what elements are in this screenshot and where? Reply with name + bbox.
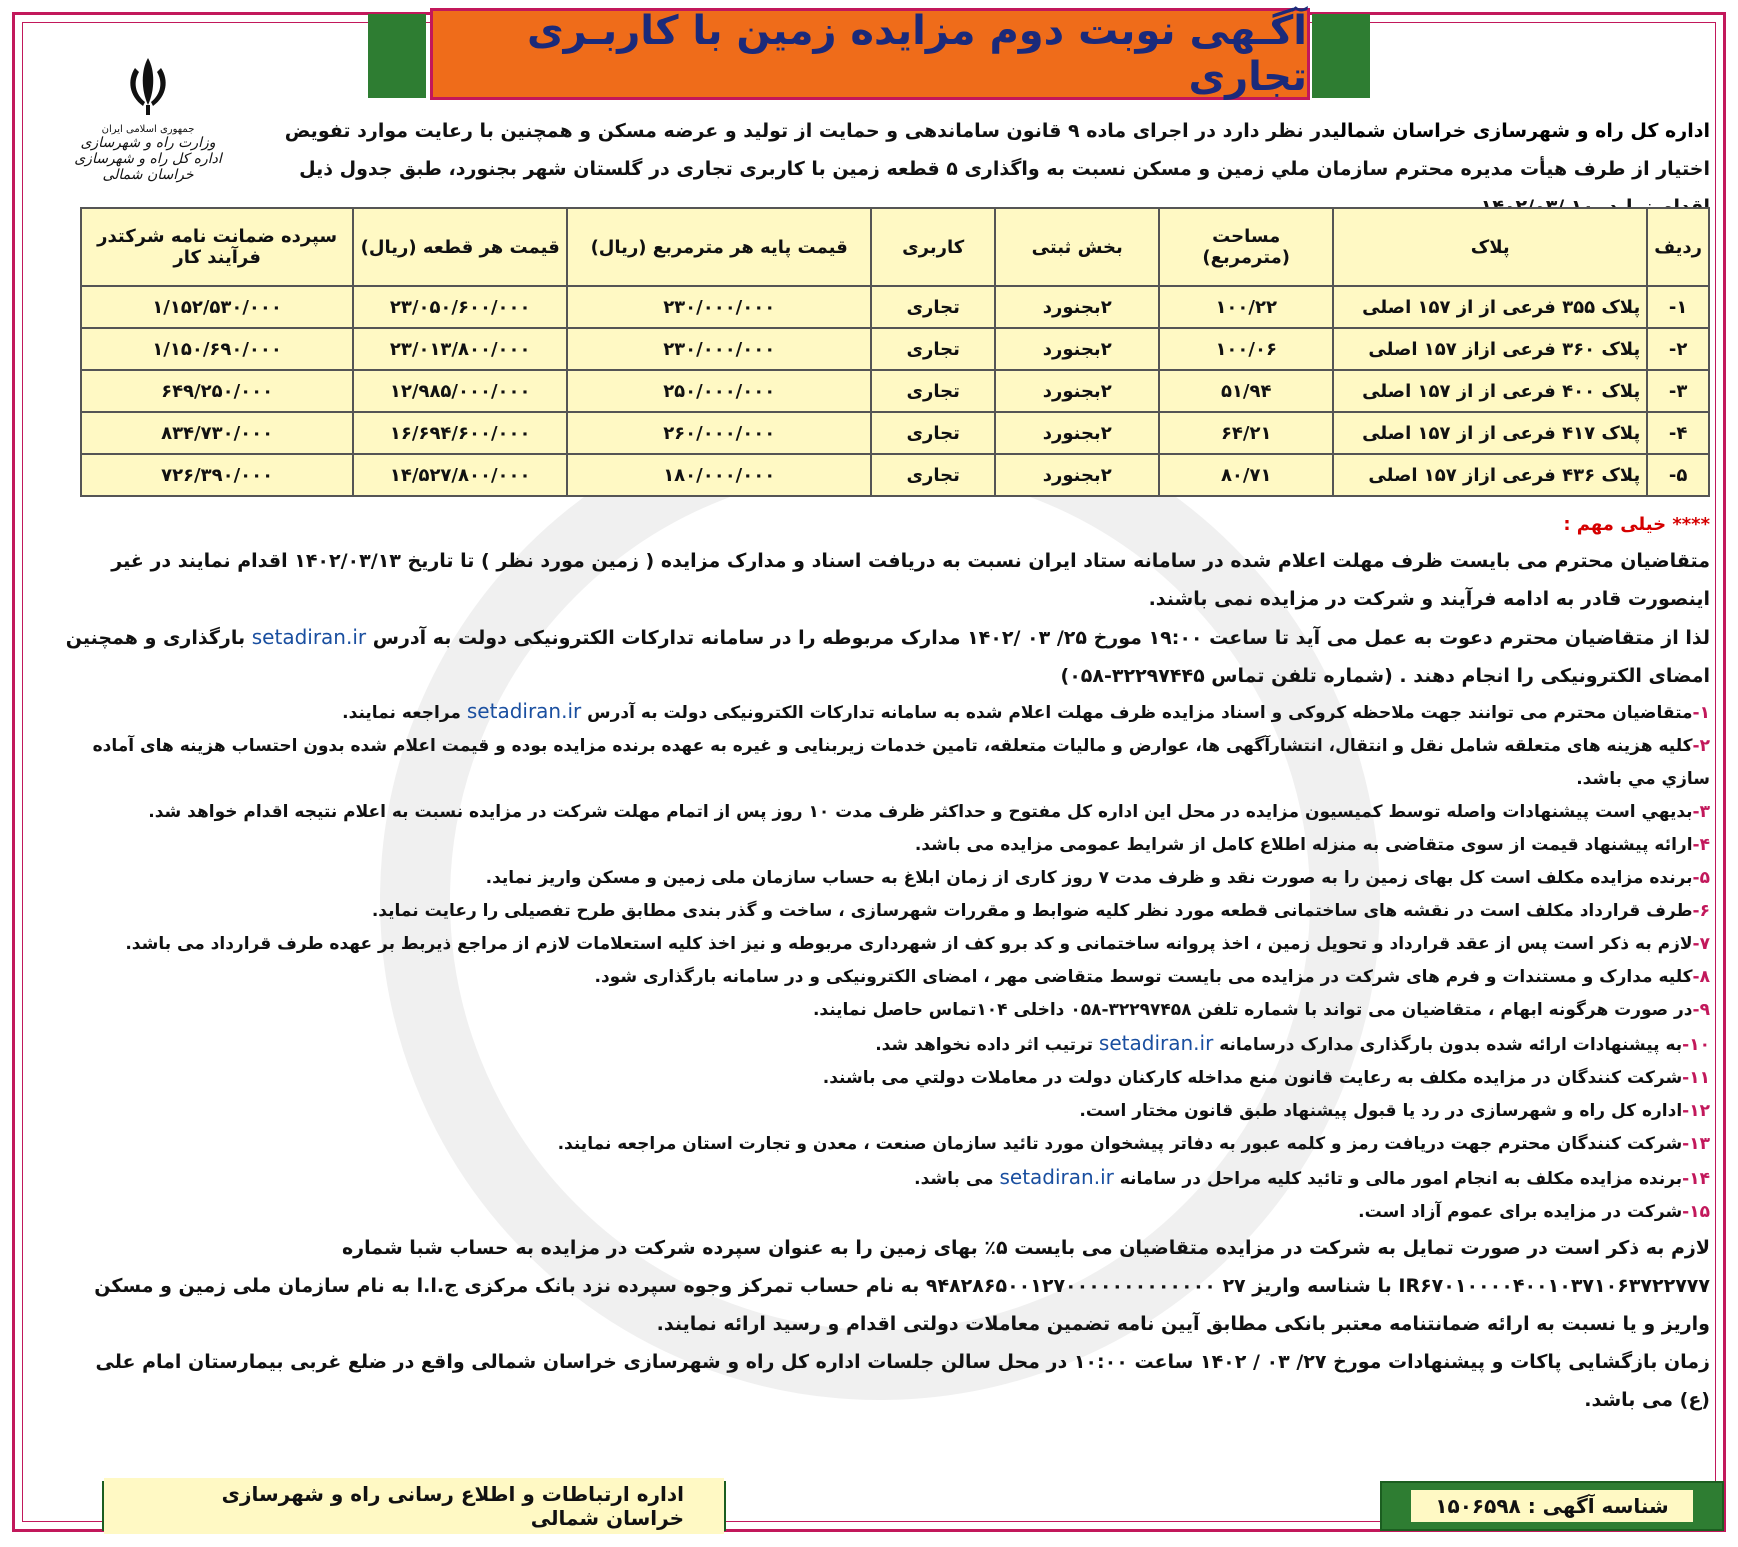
cell-usage: تجاری xyxy=(871,412,995,454)
cell-usage: تجاری xyxy=(871,286,995,328)
cell-base-price: ۲۳۰/۰۰۰/۰۰۰ xyxy=(567,328,871,370)
table-row xyxy=(81,328,1709,370)
cell-index: ۵- xyxy=(1647,454,1709,496)
col-index: ردیف xyxy=(1647,208,1709,286)
intro-text: در نظر دارد در اجرای ماده ۹ قانون ساماندهی و حمایت از تولید و عرضه مسکن و همچنین با رعایت موارد تفویض اختیار از طرف هیأت مدیره محترم سازمان ملي زمین و مسکن نسبت به واگذاری ۵ قطعه زمین با کاربری تجاری در گلستان شهر بجنورد، طبق جدول ذیل xyxy=(284,120,1710,180)
cell-usage: تجاری xyxy=(871,454,995,496)
logo-line-2: وزارت راه و شهرسازی xyxy=(80,135,216,151)
list-item: ۱۰-به پیشنهادات ارائه شده بدون بارگذاری مدارک درسامانه setadiran.ir ترتیب اثر داده نخواهد شد. xyxy=(875,1031,1710,1055)
title-banner xyxy=(430,8,1310,100)
paragraph-upload-a: لذا از متقاضیان محترم دعوت به عمل می آید تا ساعت ۱۹:۰۰ مورخ ۲۵/ ۰۳ /۱۴۰۲ مدارک مربوطه را در سامانه تدارکات الکترونیکی دولت به آدرس xyxy=(372,627,1710,649)
cell-area: ۸۰/۷۱ xyxy=(1159,454,1333,496)
setadiran-link[interactable]: setadiran.ir xyxy=(999,1165,1114,1189)
page-title: آگـهی نوبت دوم مزایده زمین با کاربـری تجاری xyxy=(526,8,1307,100)
table-row xyxy=(81,370,1709,412)
list-item: ۱-متقاضیان محترم می توانند جهت ملاحظه کروکی و اسناد مزایده ظرف مهلت اعلام شده به سامانه تدارکات الکترونیکی دولت به آدرس setadiran.ir مراجعه نمایند. xyxy=(342,699,1710,723)
cell-section: ۲بجنورد xyxy=(995,412,1159,454)
table-row xyxy=(81,286,1709,328)
col-plak: پلاک xyxy=(1333,208,1647,286)
title-right-bar xyxy=(1312,14,1370,98)
footer-office xyxy=(102,1481,726,1531)
cell-base-price: ۱۸۰/۰۰۰/۰۰۰ xyxy=(567,454,871,496)
cell-area: ۱۰۰/۲۲ xyxy=(1159,286,1333,328)
cell-base-price: ۲۶۰/۰۰۰/۰۰۰ xyxy=(567,412,871,454)
paragraph-upload-b: بارگذاری و همچنین امضای الکترونیکی را انجام دهند . (شماره تلفن تماس ۳۲۲۹۷۴۴۵-۰۵۸) xyxy=(65,627,1710,687)
table-row xyxy=(81,412,1709,454)
cell-plak: پلاک ۴۳۶ فرعی ازاز ۱۵۷ اصلی xyxy=(1333,454,1647,496)
cell-parcel-price: ۱۲/۹۸۵/۰۰۰/۰۰۰ xyxy=(353,370,567,412)
col-usage: کاربری xyxy=(871,208,995,286)
col-area: مساحت (مترمربع) xyxy=(1159,208,1333,286)
cell-area: ۱۰۰/۰۶ xyxy=(1159,328,1333,370)
cell-deposit: ۱/۱۵۲/۵۳۰/۰۰۰ xyxy=(81,286,353,328)
list-item: ۱۴-برنده مزایده مکلف به انجام امور مالی و تائید کلیه مراحل در سامانه setadiran.ir می باشد. xyxy=(914,1165,1710,1189)
cell-deposit: ۸۳۴/۷۳۰/۰۰۰ xyxy=(81,412,353,454)
cell-index: ۲- xyxy=(1647,328,1709,370)
table-row xyxy=(81,454,1709,496)
cell-area: ۵۱/۹۴ xyxy=(1159,370,1333,412)
cell-parcel-price: ۲۳/۰۵۰/۶۰۰/۰۰۰ xyxy=(353,286,567,328)
list-item: ۱۳-شرکت کنندگان محترم جهت دریافت رمز و کلمه عبور به دفاتر پیشخوان مورد تائید سازمان صنعت ، معدن و تجارت استان مراجعه نمایند. xyxy=(557,1134,1710,1154)
cell-parcel-price: ۱۴/۵۲۷/۸۰۰/۰۰۰ xyxy=(353,454,567,496)
setadiran-link[interactable]: setadiran.ir xyxy=(1098,1031,1214,1055)
cell-plak: پلاک ۳۵۵ فرعی از از ۱۵۷ اصلی xyxy=(1333,286,1647,328)
cell-base-price: ۲۵۰/۰۰۰/۰۰۰ xyxy=(567,370,871,412)
land-table xyxy=(80,207,1710,497)
list-item: ۱۱-شرکت کنندگان در مزایده مکلف به رعایت قانون منع مداخله کارکنان دولت در معاملات دولتي می باشند. xyxy=(822,1068,1710,1088)
list-item: ۹-در صورت هرگونه ابهام ، متقاضیان می تواند با شماره تلفن ۳۲۲۹۷۴۵۸-۰۵۸ داخلی ۱۰۴تماس حاصل نمایند. xyxy=(812,1000,1710,1020)
cell-plak: پلاک ۳۶۰ فرعی ازاز ۱۵۷ اصلی xyxy=(1333,328,1647,370)
cell-usage: تجاری xyxy=(871,370,995,412)
list-item: ۲-کلیه هزینه های متعلقه شامل نقل و انتقال، انتشارآگهی ها، عوارض و مالیات متعلقه، تامین خدمات زیربنایی و غیره به عهده برنده مزایده بوده و قیمت اعلام شده بدون احتساب هزینه های آماده سازي مي باشد. xyxy=(92,736,1710,789)
cell-section: ۲بجنورد xyxy=(995,328,1159,370)
cell-index: ۱- xyxy=(1647,286,1709,328)
paragraph-deposit: لازم به ذکر است در صورت تمایل به شرکت در مزایده متقاضیان می بایست ۵٪ بهای زمین را به عنوان سپرده شرکت در مزایده به حساب شبا شماره IR۶۷۰۱۰۰۰۰۴۰۰۱۰۳۷۱۰۶۳۷۲۲۷۷۷ با شناسه واریز ۲۷ ۹۴۸۲۸۶۵۰۰۱۲۷۰۰۰۰۰۰۰۰۰۰۰۰۰ به نام حساب تمرکز وجوه سپرده نزد بانک مرکزی ج.ا.ا به نام سازمان ملی زمین و مسکن واریز و یا نسبت به ارائه ضمانتنامه معتبر بانکی مطابق آیین نامه تضمین معاملات دولتی اقدام و رسید ارائه نمایند. xyxy=(94,1237,1710,1335)
iran-emblem-icon xyxy=(113,50,183,120)
cell-plak: پلاک ۴۰۰ فرعی از از ۱۵۷ اصلی xyxy=(1333,370,1647,412)
logo-line-3: اداره کل راه و شهرسازی خراسان شمالی xyxy=(74,151,222,183)
cell-deposit: ۷۲۶/۳۹۰/۰۰۰ xyxy=(81,454,353,496)
setadiran-link[interactable]: setadiran.ir xyxy=(251,625,367,649)
cell-plak: پلاک ۴۱۷ فرعی از از ۱۵۷ اصلی xyxy=(1333,412,1647,454)
cell-deposit: ۱/۱۵۰/۶۹۰/۰۰۰ xyxy=(81,328,353,370)
intro-org: اداره کل راه و شهرسازی خراسان شمالی xyxy=(1332,120,1710,142)
list-item: ۵-برنده مزایده مکلف است کل بهای زمین را به صورت نقد و ظرف مدت ۷ روز کاری از زمان ابلاغ به حساب سازمان ملی زمین و مسکن واریز نماید. xyxy=(485,868,1710,888)
setadiran-link[interactable]: setadiran.ir xyxy=(466,699,582,723)
col-deposit: سپرده ضمانت نامه شرکتدر فرآیند کار xyxy=(81,208,353,286)
ministry-logo xyxy=(58,50,238,183)
list-item: ۳-بدیهي است پیشنهادات واصله توسط کمیسیون مزایده در محل این اداره کل مفتوح و حداکثر ظرف مدت ۱۰ روز پس از اتمام مهلت شرکت در مزایده نسبت به اعلام نتیجه اقدام خواهد شد. xyxy=(148,802,1710,822)
list-item: ۸-کلیه مدارک و مستندات و فرم های شرکت در مزایده می بایست توسط متقاضی مهر ، امضای الکترونیکی و در سامانه بارگذاری شود. xyxy=(594,967,1710,987)
list-item: ۷-لازم به ذکر است پس از عقد قرارداد و تحویل زمین ، اخذ پروانه ساختمانی و کد برو کف از شهرداری مربوطه و نیز اخذ کلیه استعلامات لازم از مراجع ذیربط بر عهده طرف قرارداد می باشد. xyxy=(125,934,1710,954)
cell-index: ۴- xyxy=(1647,412,1709,454)
col-base-price: قیمت پایه هر مترمربع (ریال) xyxy=(567,208,871,286)
list-item: ۱۵-شرکت در مزایده برای عموم آزاد است. xyxy=(1358,1202,1710,1222)
col-parcel-price: قیمت هر قطعه (ریال) xyxy=(353,208,567,286)
footer-ad-id-text: شناسه آگهی : ۱۵۰۶۵۹۸ xyxy=(1411,1490,1692,1522)
cell-section: ۲بجنورد xyxy=(995,286,1159,328)
cell-parcel-price: ۱۶/۶۹۴/۶۰۰/۰۰۰ xyxy=(353,412,567,454)
paragraph-opening: زمان بازگشایی پاکات و پیشنهادات مورخ ۲۷/ ۰۳ / ۱۴۰۲ ساعت ۱۰:۰۰ در محل سالن جلسات اداره کل راه و شهرسازی خراسان شمالی واقع در ضلع غربی بیمارستان امام علی (ع) می باشد. xyxy=(95,1351,1710,1411)
logo-line-1: جمهوری اسلامی ایران xyxy=(101,124,195,135)
footer-ad-id xyxy=(1380,1481,1724,1531)
announcement-body xyxy=(60,508,1710,1419)
cell-parcel-price: ۲۳/۰۱۳/۸۰۰/۰۰۰ xyxy=(353,328,567,370)
list-item: ۱۲-اداره کل راه و شهرسازی در رد یا قبول پیشنهاد طبق قانون مختار است. xyxy=(1079,1101,1710,1121)
cell-base-price: ۲۳۰/۰۰۰/۰۰۰ xyxy=(567,286,871,328)
table-header-row xyxy=(81,208,1709,286)
cell-section: ۲بجنورد xyxy=(995,370,1159,412)
col-section: بخش ثبتی xyxy=(995,208,1159,286)
paragraph-upload xyxy=(60,618,1710,695)
cell-index: ۳- xyxy=(1647,370,1709,412)
important-label: **** خیلی مهم : xyxy=(1563,514,1710,535)
paragraph-deadline: متقاضیان محترم می بایست ظرف مهلت اعلام شده در سامانه ستاد ایران نسبت به دریافت اسناد و مدارک مزایده ( زمین مورد نظر ) تا تاریخ ۱۴۰۲/۰۳/۱۳ اقدام نمایند در غیر اینصورت قادر به ادامه فرآیند و شرکت در مزایده نمی باشند. xyxy=(111,550,1710,610)
cell-usage: تجاری xyxy=(871,328,995,370)
list-item: ۶-طرف قرارداد مکلف است در نقشه های ساختمانی قطعه مورد نظر کلیه ضوابط و مقررات شهرسازی ، ساخت و گذر بندی مطابق طرح تفصیلی را رعایت نماید. xyxy=(371,901,1710,921)
title-left-bar xyxy=(368,14,426,98)
cell-section: ۲بجنورد xyxy=(995,454,1159,496)
cell-area: ۶۴/۲۱ xyxy=(1159,412,1333,454)
list-item: ۴-ارائه پیشنهاد قیمت از سوی متقاضی به منزله اطلاع کامل از شرایط عمومی مزایده می باشد. xyxy=(914,835,1710,855)
footer-office-text: اداره ارتباطات و اطلاع رسانی راه و شهرسازی خراسان شمالی xyxy=(104,1478,724,1534)
cell-deposit: ۶۴۹/۲۵۰/۰۰۰ xyxy=(81,370,353,412)
